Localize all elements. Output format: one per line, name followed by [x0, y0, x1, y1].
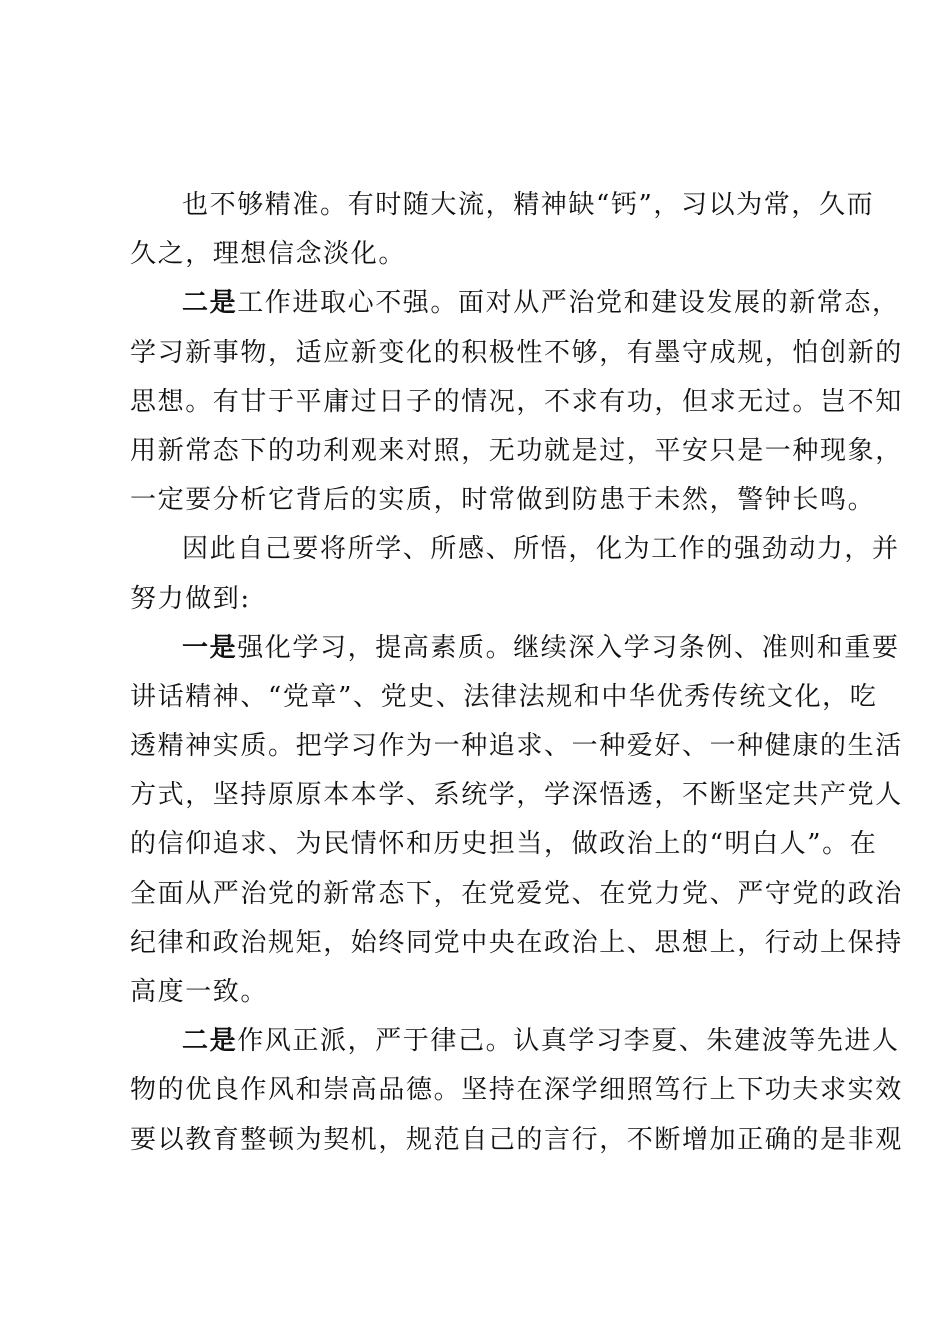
line-text: 讲话精神、“党章”、党史、法律法规和中华优秀传统文化，吃: [130, 681, 878, 712]
text-line: [130, 1017, 900, 1066]
text-line: [130, 919, 903, 968]
line-text: 思想。有甘于平庸过日子的情况，不求有功，但求无过。岂不知: [130, 386, 903, 417]
text-line: [130, 624, 900, 673]
line-text: 强化学习，提高素质。继续深入学习条例、准则和重要: [237, 632, 900, 663]
text-line: [130, 820, 878, 869]
text-line: [130, 181, 875, 230]
line-text: 因此自己要将所学、所感、所悟，化为工作的强劲动力，并: [182, 534, 900, 565]
line-text: 用新常态下的功利观来对照，无功就是过，平安只是一种现象，: [130, 435, 903, 466]
line-text: 方式，坚持原原本本学、系统学，学深悟透，不断坚定共产党人: [130, 780, 903, 811]
text-line: [130, 525, 900, 574]
text-line: [130, 968, 842, 1017]
line-text: 物的优良作风和崇高品德。坚持在深学细照笃行上下功夫求实效: [130, 1075, 903, 1106]
document-body: [130, 181, 903, 1165]
text-line: [130, 673, 878, 722]
line-text: 要以教育整顿为契机，规范自己的言行，不断增加正确的是非观: [130, 1124, 903, 1155]
text-line: [130, 1066, 903, 1115]
line-text: 也不够精准。有时随大流，精神缺“钙”，习以为常，久而: [182, 190, 875, 220]
text-line: [130, 1116, 903, 1165]
line-text: 高度一致。: [130, 977, 269, 1007]
text-line: [130, 476, 876, 525]
text-line: [130, 279, 900, 328]
text-line: [130, 329, 903, 378]
line-text: 作风正派，严于律己。认真学习李夏、朱建波等先进人: [237, 1026, 900, 1057]
text-line: [130, 230, 842, 279]
line-text: 透精神实质。把学习作为一种追求、一种爱好、一种健康的生活: [130, 731, 903, 762]
text-line: [130, 722, 903, 771]
line-lead: 一是: [182, 632, 238, 663]
text-line: [130, 427, 903, 476]
line-text: 一定要分析它背后的实质，时常做到防患于未然，警钟长鸣。: [130, 485, 876, 516]
line-lead: 二是: [182, 1026, 238, 1057]
text-line: [130, 575, 842, 624]
line-text: 工作进取心不强。面对从严治党和建设发展的新常态，: [237, 288, 900, 319]
line-text: 久之，理想信念淡化。: [130, 239, 407, 270]
text-line: [130, 771, 903, 820]
line-text: 学习新事物，适应新变化的积极性不够，有墨守成规，怕创新的: [130, 337, 903, 368]
line-text: 的信仰追求、为民情怀和历史担当，做政治上的“明白人”。在: [130, 829, 878, 860]
text-line: [130, 870, 903, 919]
text-line: [130, 378, 903, 427]
line-lead: 二是: [182, 288, 238, 319]
line-text: 全面从严治党的新常态下，在党爱党、在党力党、严守党的政治: [130, 878, 903, 909]
line-text: 纪律和政治规矩，始终同党中央在政治上、思想上，行动上保持: [130, 927, 903, 958]
line-text: 努力做到:: [130, 583, 251, 614]
